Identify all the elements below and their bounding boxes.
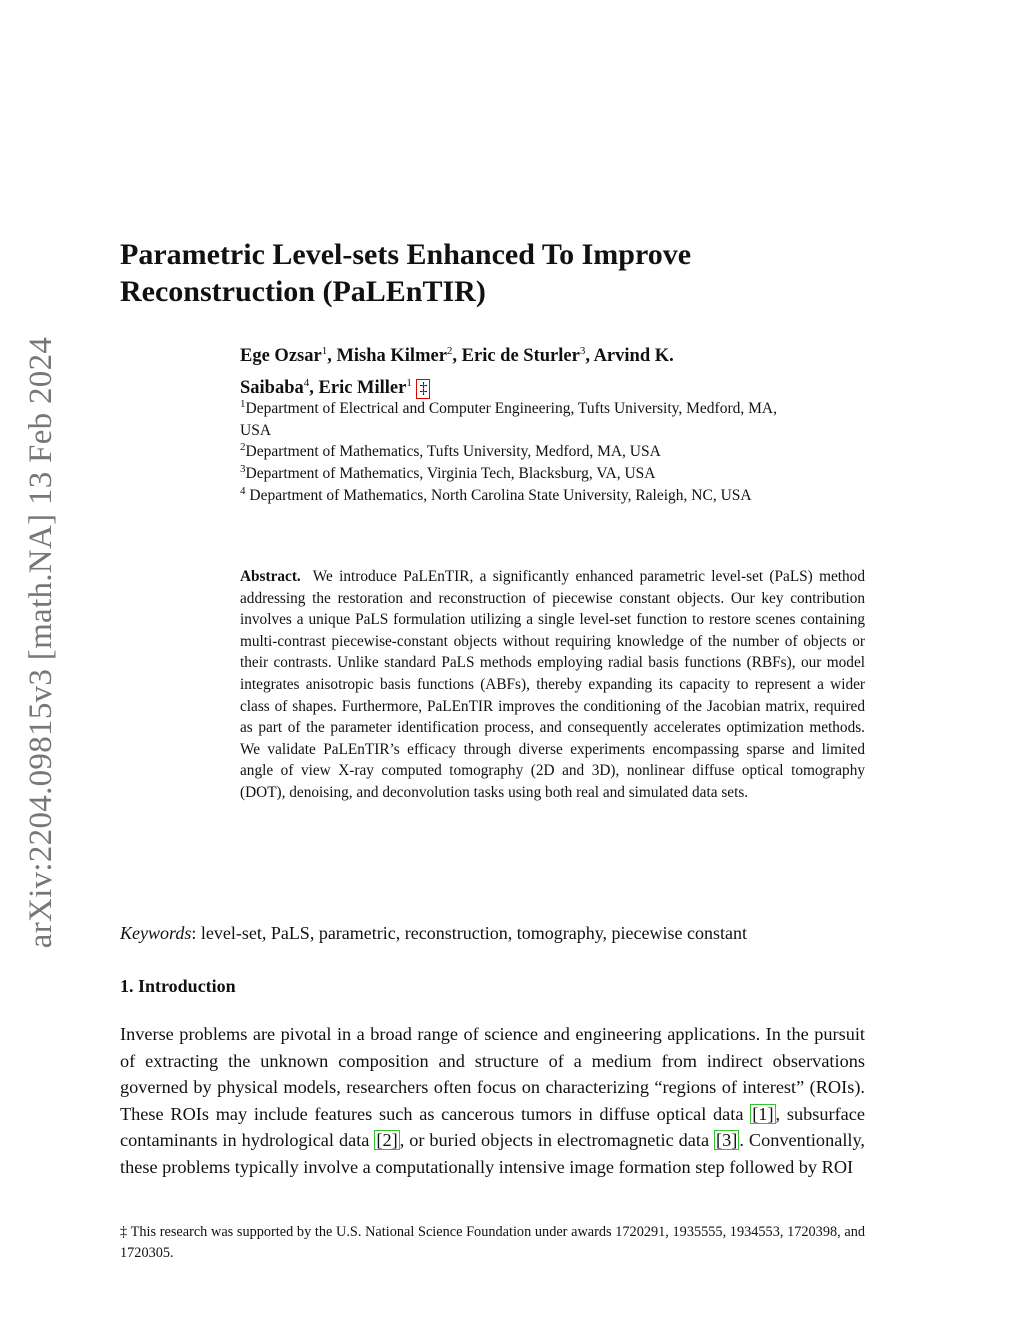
title-line-2: Reconstruction (PaLEnTIR) <box>120 275 486 308</box>
affiliation-number: 1 <box>240 398 246 410</box>
footnote-text: This research was supported by the U.S. National Science Foundation under awards 1720291, 1935555, 1934553, 1720398, and 1720305. <box>120 1224 865 1261</box>
affiliation-marker: 1 <box>406 377 412 390</box>
title-line-1: Parametric Level-sets Enhanced To Improve <box>120 238 692 271</box>
keywords-list: : level-set, PaLS, parametric, reconstruction, tomography, piecewise constant <box>191 923 747 943</box>
affiliation-text: Department of Electrical and Computer Engineering, Tufts University, Medford, MA, <box>245 400 777 418</box>
affiliation-text: Department of Mathematics, Tufts University, Medford, MA, USA <box>245 443 661 461</box>
intro-text: , subsurface contaminants in hydrological data <box>120 1103 866 1151</box>
intro-text: . Conventionally, these problems typically involve a computationally intensive image formation step followed by ROI <box>120 1130 866 1177</box>
affiliation-1 <box>240 394 870 441</box>
intro-text: Inverse problems are pivotal in a broad range of science and engineering applications. In the pursuit of extracting the unknown composition and structure of a medium from indirect observations governed by physical models, researchers often focus on characterizing “regions of interest” (ROIs). These ROIs may include features such as cancerous tumors in diffuse optical data <box>120 1024 865 1124</box>
affiliation-text: Department of Mathematics, Virginia Tech, Blacksburg, VA, USA <box>245 465 656 483</box>
author-list: Ege Ozsar$^1$, Misha Kilmer$^2$, Eric de Sturler$^3$, Arvind K. Saibaba$^4$, Eric Miller$^1$ ‡ <box>240 345 674 399</box>
footnote-link[interactable]: ‡ <box>416 379 430 399</box>
abstract <box>240 566 865 804</box>
paper-title <box>120 236 880 310</box>
affiliation-number: 4 <box>240 485 246 497</box>
abstract-text: We introduce PaLEnTIR, a significantly enhanced parametric level-set (PaLS) method addressing the restoration and reconstruction of piecewise constant objects. Our key contribution involves a unique PaLS formulation utilizing a single level-set function to restore scenes containing multi-contrast piecewise-constant objects without requiring knowledge of the number of objects or their contrasts. Unlike standard PaLS methods employing radial basis functions (RBFs), our model integrates anisotropic basis functions (ABFs), thereby expanding its capacity to represent a wider class of shapes. Furthermore, PaLEnTIR improves the conditioning of the Jacobian matrix, required as part of the parameter identification process, and consequently accelerates optimization methods. We validate PaLEnTIR’s efficacy through diverse experiments encompassing sparse and limited angle of view X-ray computed tomography (2D and 3D), nonlinear diffuse optical tomography (DOT), denoising, and deconvolution tasks using both real and simulated data sets. <box>240 568 865 801</box>
author-name: Saibaba <box>240 378 304 399</box>
footnote <box>120 1222 865 1264</box>
affiliation-marker: 2 <box>446 345 453 357</box>
author-name: Arvind K. <box>593 346 674 367</box>
affiliation-marker: 3 <box>579 345 586 357</box>
section-heading: 1. Introduction <box>120 976 236 996</box>
arxiv-identifier: arXiv:2204.09815v3 [math.NA] 13 Feb 2024 <box>23 336 60 949</box>
arxiv-side-label <box>12 330 72 955</box>
author-name: Ege Ozsar <box>240 346 322 367</box>
affiliation-number: 3 <box>240 463 246 475</box>
citation-link[interactable]: [1] <box>752 1103 774 1124</box>
author-name: Eric de Sturler <box>461 346 580 367</box>
intro-paragraph <box>120 1021 865 1181</box>
citation-link[interactable]: [2] <box>376 1130 398 1151</box>
footnote-mark: ‡ <box>120 1224 128 1240</box>
affiliation-number: 2 <box>240 441 246 453</box>
affiliation-text-continued: USA <box>240 421 272 439</box>
affiliation-4 <box>240 481 870 507</box>
intro-text: , or buried objects in electromagnetic data <box>399 1130 715 1151</box>
keywords <box>120 920 880 946</box>
abstract-label: Abstract. <box>240 568 301 585</box>
citation-link[interactable]: [3] <box>716 1130 738 1151</box>
affiliation-marker: 1 <box>321 345 328 357</box>
affiliation-marker: 4 <box>303 377 310 390</box>
author-name: Eric Miller <box>318 378 407 399</box>
keywords-label: Keywords <box>120 923 192 943</box>
affiliation-text: Department of Mathematics, North Carolina State University, Raleigh, NC, USA <box>245 487 752 505</box>
author-name: Misha Kilmer <box>336 346 447 367</box>
